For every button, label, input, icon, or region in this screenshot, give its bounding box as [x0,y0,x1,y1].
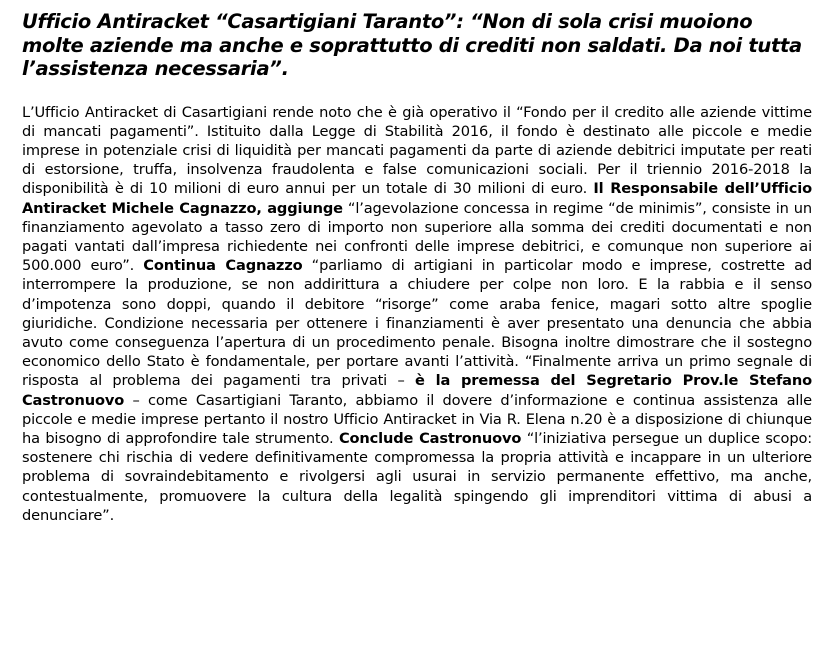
article-body [22,103,812,525]
body-bold-segment: è la premessa del Segretario Prov.le Stefano Castronuovo [22,372,812,409]
body-text-segment: “l’agevolazione concessa in regime “de minimis”, consiste in un finanziamento agevolato a tasso zero di importo non superiore alla somma dei crediti documentati e non pagati vantati dall’impresa richiedente nei confronti delle imprese debitrici, e comunque non superiore ai 500.000 euro”. [22,199,812,275]
body-text-segment: L’Ufficio Antiracket di Casartigiani rende noto che è già operativo il “Fondo per il credito alle aziende vittime di mancati pagamenti”. Istituito dalla Legge di Stabilità 2016, il fondo è destinato alle piccole e medie imprese in potenziale crisi di liquidità per mancati pagamenti da parte di aziende debitrici imputate per reati di estorsione, truffa, insolvenza fraudolenta e false comunicazioni sociali. Per il triennio 2016-2018 la disponibilità è di 10 milioni di euro annui per un totale di 30 milioni di euro. [22,103,812,198]
body-text-segment: “parliamo di artigiani in particolar modo e imprese, costrette ad interrompere la produzione, se non addirittura a chiudere per colpe non loro. E la rabbia e il senso d’impotenza sono doppi, quando il debitore “risorge” come araba fenice, magari sotto altre spoglie giuridiche. Condizione necessaria per ottenere i finanziamenti è aver presentato una denuncia che abbia avuto come conseguenza l’apertura di un procedimento penale. Bisogna inoltre dimostrare che il sostegno economico dello Stato è fondamentale, per portare avanti l’attività. “Finalmente arriva un primo segnale di risposta al problema dei pagamenti tra privati – [22,257,812,390]
body-bold-segment: Continua Cagnazzo [143,257,303,275]
body-text-segment: “l’iniziativa persegue un duplice scopo: sostenere chi rischia di vedere definitivamente compromessa la propria attività e incappare in un ulteriore problema di sovraindebitamento e rivolgersi agli usurai in servizio permanente effettivo, ma anche, contestualmente, promuovere la cultura della legalità spingendo gli imprenditori vittima di abusi a denunciare”. [22,429,812,524]
body-bold-segment: Il Responsabile dell’Ufficio Antiracket Michele Cagnazzo, aggiunge [22,180,812,217]
body-text-segment: – come Casartigiani Taranto, abbiamo il dovere d’informazione e continua assistenza alle piccole e medie imprese pertanto il nostro Ufficio Antiracket in Via R. Elena n.20 è a disposizione di chiunque ha bisogno di approfondire tale strumento. [22,391,812,447]
article [22,10,812,525]
body-bold-segment: Conclude Castronuovo [338,429,522,447]
article-headline: Ufficio Antiracket “Casartigiani Taranto”: “Non di sola crisi muoiono molte aziende ma anche e soprattutto di crediti non saldati. Da noi tutta l’assistenza necessaria”. [22,10,802,80]
